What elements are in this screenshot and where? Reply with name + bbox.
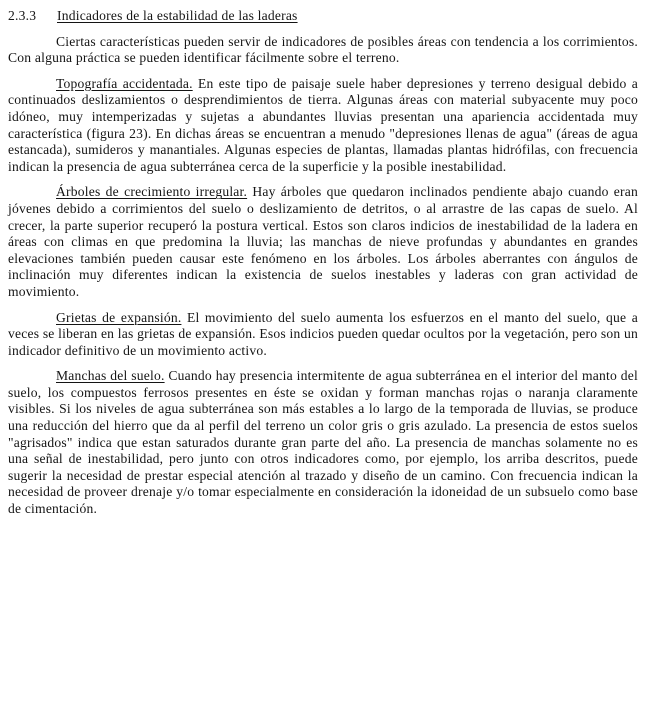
paragraph-arboles-crecimiento-irregular xyxy=(8,184,638,300)
paragraph-manchas-del-suelo xyxy=(8,368,638,517)
body-grietas-de-expansion: El movimiento del suelo aumenta los esfuerzos en el manto del suelo, que a veces se liberan en las grietas de expansión. Esos indicios pueden quedar ocultos por la vegetación, pero son un indicador definitivo de un movimiento activo. xyxy=(8,309,638,358)
paragraph-topografia-accidentada xyxy=(8,76,638,176)
body-manchas-del-suelo: Cuando hay presencia intermitente de agua subterránea en el interior del manto del suelo, los compuestos ferrosos presentes en éste se oxidan y forman manchas rojas o naranja claramente visibles. Si los niveles de agua subterránea son más estables a lo largo de la temporada de lluvias, se produce una reducción del hierro que da al perfil del terreno un color gris o gris azulado. La presencia de estos suelos "agrisados" indica que estan saturados durante gran parte del año. La presencia de manchas solamente no es una señal de inestabilidad, pero junto con otros indicadores como, por ejemplo, los arriba descritos, puede sugerir la necesidad de prestar especial atención al trazado y diseño de un camino. Con frecuencia indican la necesidad de proveer drenaje y/o tomar especialmente en consideración la idoneidad de un subsuelo como base de cimentación. xyxy=(8,368,638,517)
document-heading xyxy=(8,8,638,25)
lead-topografia-accidentada: Topografía accidentada. xyxy=(56,75,193,91)
body-arboles-crecimiento-irregular: Hay árboles que quedaron inclinados pendiente abajo cuando eran jóvenes debido a corrimientos del suelo o deslizamiento de detritos, o al arrastre de las capas de suelo. Al crecer, la parte superior recuperó la postura vertical. Estos son claros indicios de inestabilidad de la ladera en áreas con climas en que predomina la lluvia; las manchas de nieve profundas y abundantes en grandes elevaciones también pueden causar este fenómeno en los árboles. Los árboles aberrantes con ángulos de inclinación muy diferentes indican la existencia de suelos inestables y laderas con gran actividad de movimiento. xyxy=(8,184,638,299)
intro-text: Ciertas características pueden servir de indicadores de posibles áreas con tendencia a los corrimientos. Con alguna práctica se pueden identificar fácilmente sobre el terreno. xyxy=(8,33,638,66)
body-topografia-accidentada: En este tipo de paisaje suele haber depresiones y terreno desigual debido a continuados deslizamientos o desprendimientos de tierra. Algunas áreas con material subyacente muy poco idóneo, muy intemperizadas y sujetas a abundantes lluvias presentan una apariencia accidentada muy característica (figura 23). En dichas áreas se encuentran a menudo "depresiones llenas de agua" (áreas de agua estancada), sumideros y manantiales. Algunas especies de plantas, llamadas plantas hidrófilas, con frecuencia indican la presencia de agua subterránea cerca de la superficie y la posible inestabilidad. xyxy=(8,75,638,174)
paragraph-grietas-de-expansion xyxy=(8,310,638,360)
lead-manchas-del-suelo: Manchas del suelo. xyxy=(56,368,165,384)
section-number: 2.3.3 xyxy=(8,8,37,23)
lead-arboles-crecimiento-irregular: Árboles de crecimiento irregular. xyxy=(56,184,248,200)
lead-grietas-de-expansion: Grietas de expansión. xyxy=(56,309,182,325)
intro-paragraph xyxy=(8,34,638,67)
section-title: Indicadores de la estabilidad de las laderas xyxy=(57,8,298,23)
